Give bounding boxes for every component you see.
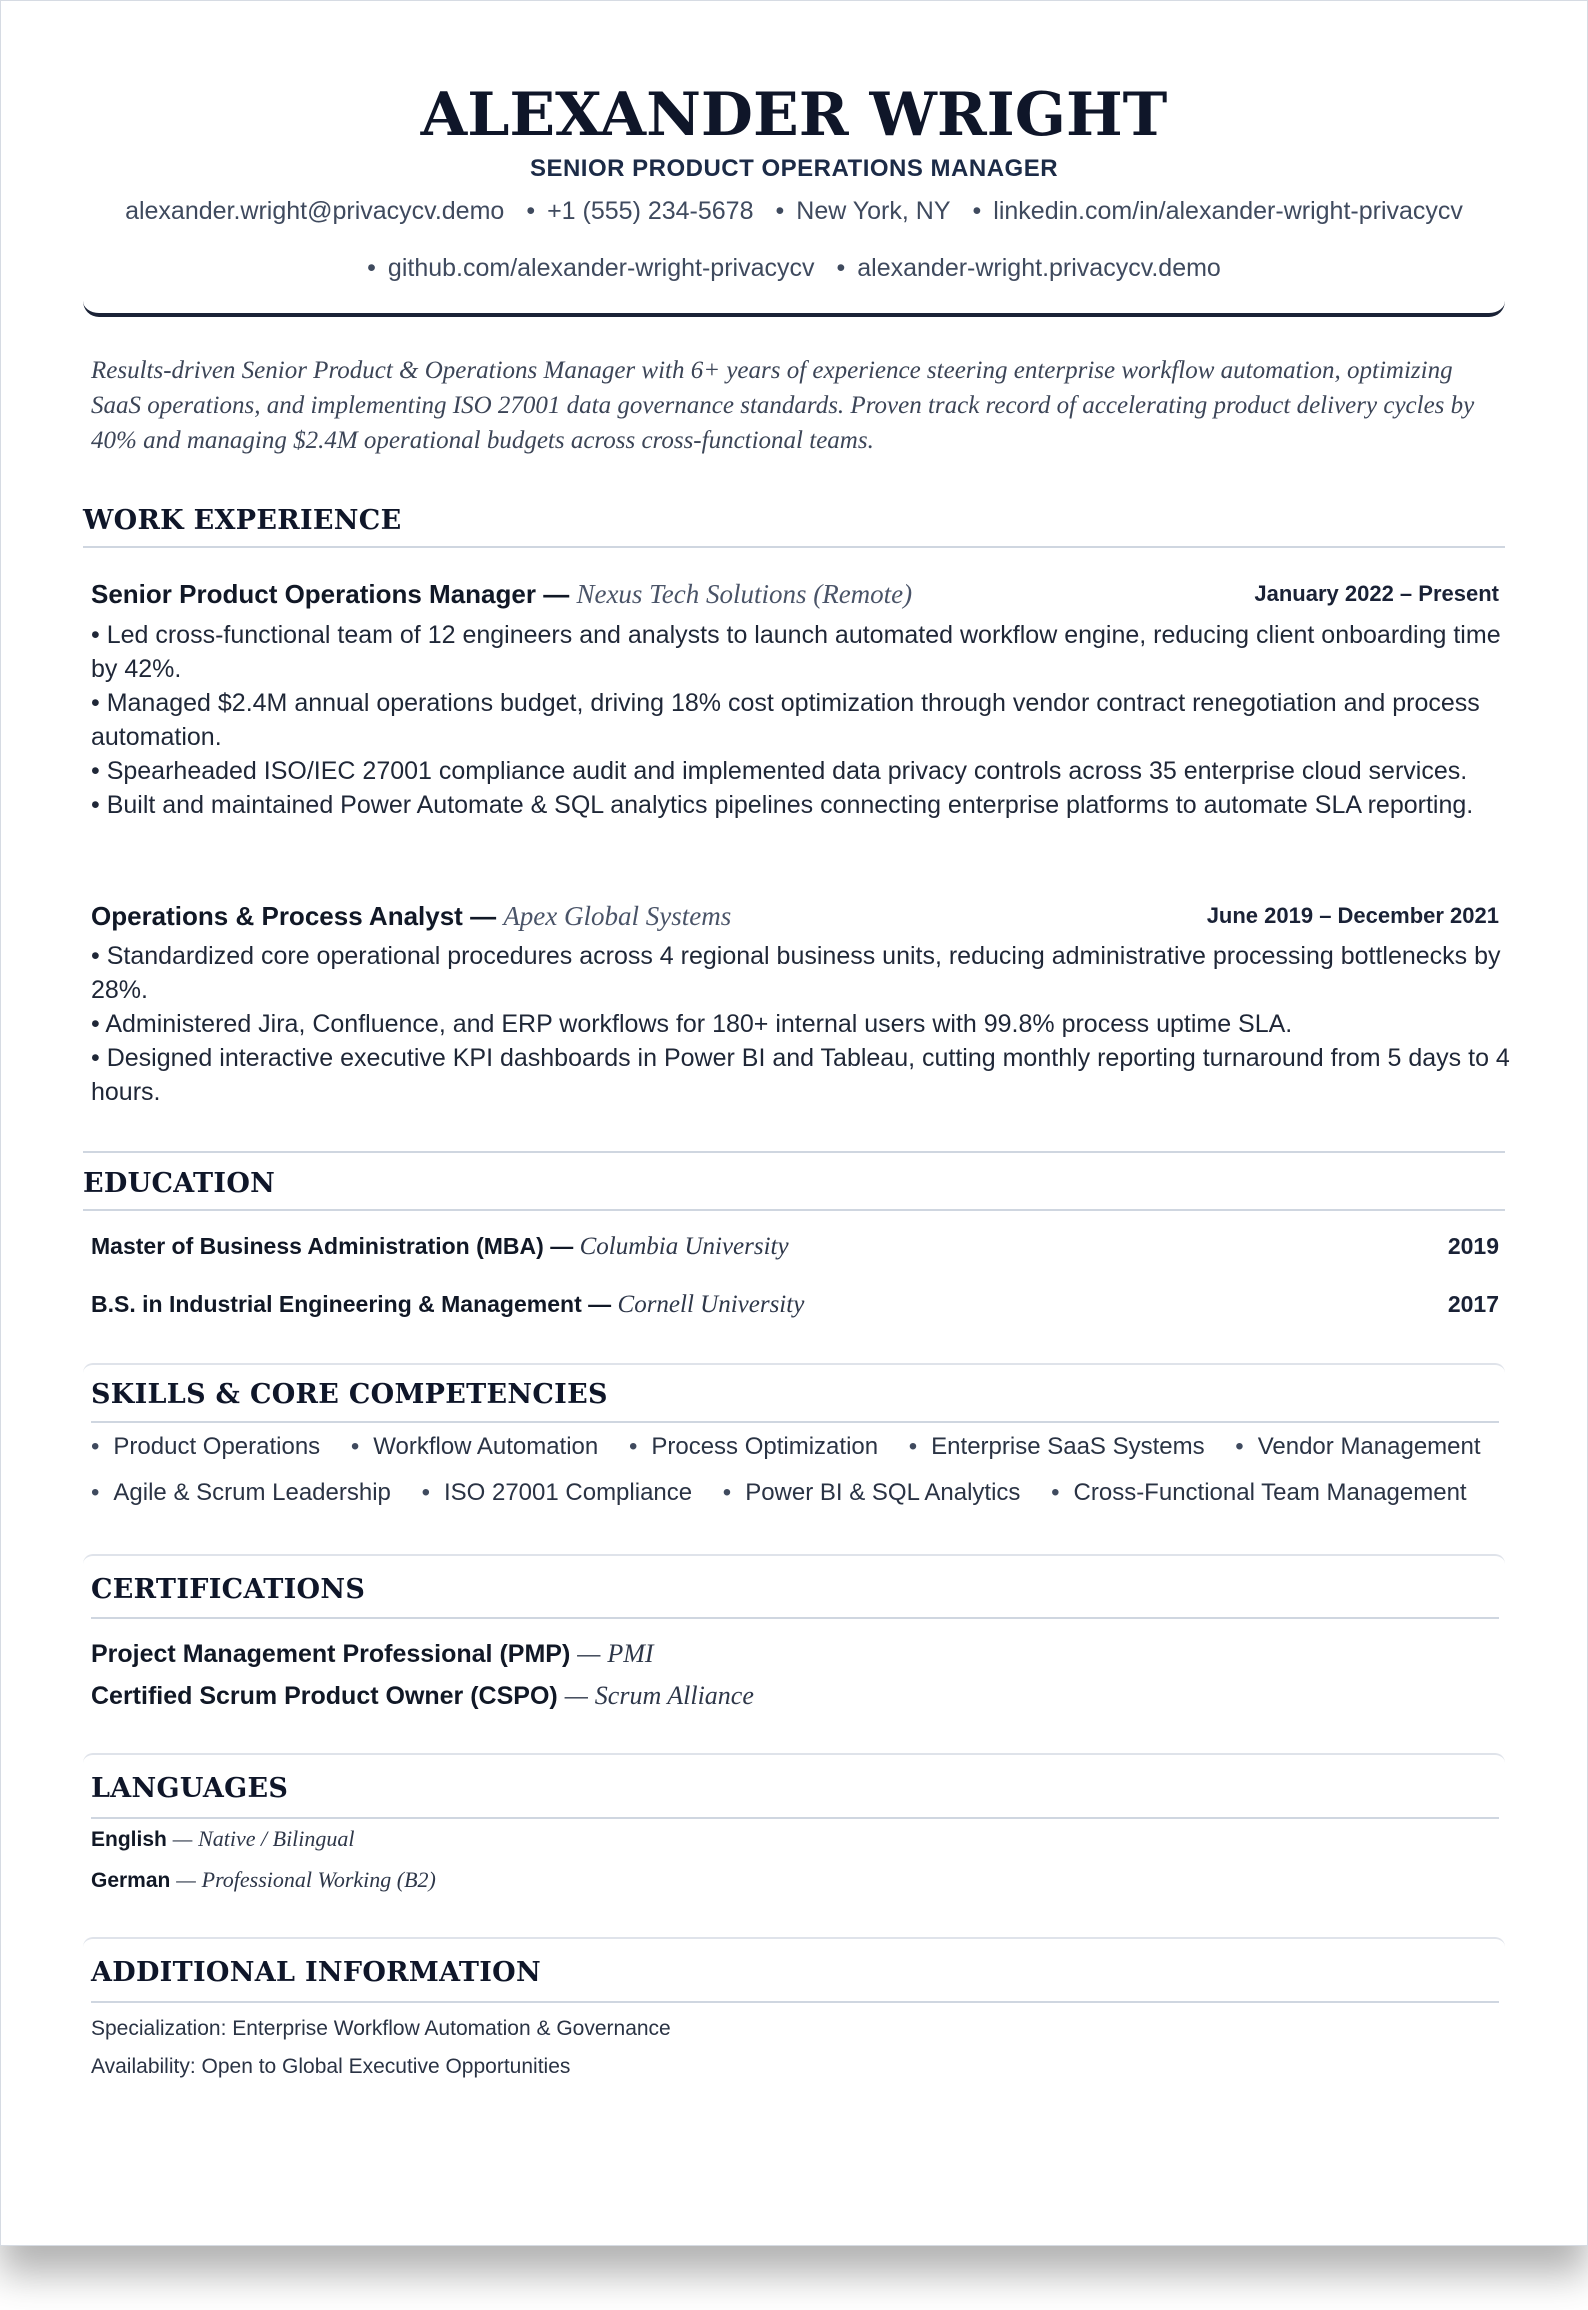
job-company: Apex Global Systems — [503, 901, 732, 931]
education-degree: B.S. in Industrial Engineering & Management — [91, 1291, 582, 1317]
skill-bullet: • — [628, 1433, 638, 1460]
education-dash: — — [550, 1233, 574, 1259]
section-divider — [91, 1421, 1499, 1423]
skill-tag: Process Optimization — [651, 1433, 879, 1460]
skill-bullet: • — [1235, 1433, 1244, 1460]
skill-bullet: • — [1051, 1479, 1060, 1506]
contact-separator: • — [972, 197, 982, 225]
section-divider — [91, 1817, 1499, 1819]
skill-bullet: • — [350, 1433, 360, 1460]
contact-separator: • — [526, 197, 536, 225]
skill-tag: Workflow Automation — [373, 1433, 599, 1460]
section-divider — [83, 1209, 1505, 1211]
job-header — [91, 901, 1499, 932]
job-dates: January 2022 – Present — [1254, 581, 1499, 606]
additional-info-item: Specialization: Enterprise Workflow Automation & Governance — [91, 2017, 671, 2040]
section-divider — [91, 2001, 1499, 2003]
contact-location: New York, NY — [796, 197, 951, 225]
candidate-title: SENIOR PRODUCT OPERATIONS MANAGER — [529, 155, 1059, 182]
skills-row — [91, 1433, 1511, 1461]
skill-bullet: • — [908, 1433, 918, 1460]
section-title-certifications: CERTIFICATIONS — [91, 1574, 366, 1605]
job-bullet: • Administered Jira, Confluence, and ERP workflows for 180+ internal users with 99.8% process uptime SLA. — [91, 1010, 1293, 1038]
job-company: Nexus Tech Solutions (Remote) — [576, 579, 913, 609]
education-item — [91, 1233, 1499, 1261]
language-dash: — — [176, 1867, 196, 1892]
skill-tag: Cross-Functional Team Management — [1073, 1479, 1467, 1506]
additional-info-item: Availability: Open to Global Executive Opportunities — [91, 2055, 571, 2078]
job-bullet: • Built and maintained Power Automate & SQL analytics pipelines connecting enterprise platforms to automate SLA reporting. — [91, 791, 1474, 819]
job-header — [91, 579, 1499, 610]
job-title: Operations & Process Analyst — [91, 901, 463, 931]
skill-bullet: • — [722, 1479, 732, 1506]
section-title-languages: LANGUAGES — [91, 1773, 289, 1804]
education-school: Cornell University — [617, 1291, 805, 1318]
job-bullet: • Spearheaded ISO/IEC 27001 compliance audit and implemented data privacy controls across 35 enterprise cloud services. — [91, 757, 1468, 785]
education-year: 2019 — [1447, 1233, 1499, 1259]
skills-row — [91, 1479, 1511, 1507]
contact-separator: • — [836, 254, 846, 282]
contact-line-2 — [1, 254, 1587, 283]
job-dash: — — [470, 901, 497, 931]
education-year: 2017 — [1447, 1291, 1499, 1317]
professional-summary: Results-driven Senior Product & Operations Manager with 6+ years of experience steering enterprise workflow automation, optimizing SaaS operations, and implementing ISO 27001 data governance standards. Proven track record of accelerating product delivery cycles by 40% and managing $2.4M operational budgets across cross-functional teams. — [91, 357, 1475, 454]
candidate-name: ALEXANDER WRIGHT — [420, 80, 1168, 150]
section-title-skills: SKILLS & CORE COMPETENCIES — [91, 1379, 608, 1410]
contact-github[interactable]: github.com/alexander-wright-privacycv — [387, 254, 815, 282]
language-name: English — [91, 1828, 167, 1851]
job-bullet: • Designed interactive executive KPI dashboards in Power BI and Tableau, cutting monthly reporting turnaround from 5 days to 4 hours. — [91, 1044, 1510, 1106]
skill-tag: Agile & Scrum Leadership — [113, 1479, 391, 1506]
language-dash: — — [172, 1826, 193, 1851]
contact-separator: • — [775, 197, 785, 225]
job-bullets — [91, 939, 1511, 1109]
job-dash: — — [543, 579, 570, 609]
certification-issuer: PMI — [607, 1639, 654, 1668]
certification-item — [91, 1681, 754, 1711]
contact-phone[interactable]: +1 (555) 234-5678 — [547, 197, 754, 225]
section-divider — [83, 1363, 1505, 1375]
section-divider — [83, 1554, 1505, 1566]
section-title-experience: WORK EXPERIENCE — [83, 505, 402, 536]
skill-tag: Power BI & SQL Analytics — [745, 1479, 1021, 1506]
header-divider — [83, 295, 1505, 317]
contact-separator: • — [367, 254, 376, 282]
education-degree: Master of Business Administration (MBA) — [91, 1233, 544, 1259]
certification-item — [91, 1639, 654, 1669]
section-divider — [83, 1937, 1505, 1949]
skill-tag: Vendor Management — [1257, 1433, 1481, 1460]
contact-email[interactable]: alexander.wright@privacycv.demo — [125, 197, 505, 225]
skill-bullet: • — [91, 1479, 100, 1506]
section-title-additional: ADDITIONAL INFORMATION — [91, 1957, 541, 1988]
language-level: Professional Working (B2) — [201, 1867, 436, 1892]
section-title-education: EDUCATION — [83, 1168, 276, 1199]
section-divider — [83, 1151, 1505, 1153]
contact-line-1 — [1, 197, 1587, 226]
job-bullets — [91, 618, 1511, 822]
section-divider — [83, 1753, 1505, 1765]
job-bullet: • Standardized core operational procedures across 4 regional business units, reducing administrative processing bottlenecks by 28%. — [91, 942, 1501, 1004]
language-name: German — [91, 1869, 171, 1892]
language-item — [91, 1826, 355, 1852]
skill-tag: ISO 27001 Compliance — [443, 1479, 693, 1506]
certification-dash: — — [577, 1639, 601, 1668]
certification-issuer: Scrum Alliance — [594, 1681, 754, 1710]
job-title: Senior Product Operations Manager — [91, 579, 536, 609]
job-bullet: • Managed $2.4M annual operations budget, driving 18% cost optimization through vendor contract renegotiation and process automation. — [91, 689, 1480, 751]
skill-tag: Enterprise SaaS Systems — [931, 1433, 1205, 1460]
job-dates: June 2019 – December 2021 — [1206, 903, 1499, 928]
contact-website[interactable]: alexander-wright.privacycv.demo — [857, 254, 1221, 282]
education-dash: — — [588, 1291, 612, 1317]
section-divider — [91, 1617, 1499, 1619]
education-school: Columbia University — [579, 1233, 789, 1260]
education-item — [91, 1291, 1499, 1319]
certification-name: Certified Scrum Product Owner (CSPO) — [91, 1682, 558, 1710]
skill-bullet: • — [421, 1479, 430, 1506]
certification-name: Project Management Professional (PMP) — [91, 1640, 571, 1668]
skill-bullet: • — [91, 1433, 100, 1460]
contact-linkedin[interactable]: linkedin.com/in/alexander-wright-privacycv — [993, 197, 1463, 225]
section-divider — [83, 546, 1505, 548]
skill-tag: Product Operations — [113, 1433, 321, 1460]
certification-dash: — — [564, 1681, 588, 1710]
language-item — [91, 1867, 436, 1893]
job-bullet: • Led cross-functional team of 12 engineers and analysts to launch automated workflow engine, reducing client onboarding time by 42%. — [91, 621, 1501, 683]
language-level: Native / Bilingual — [198, 1826, 355, 1851]
